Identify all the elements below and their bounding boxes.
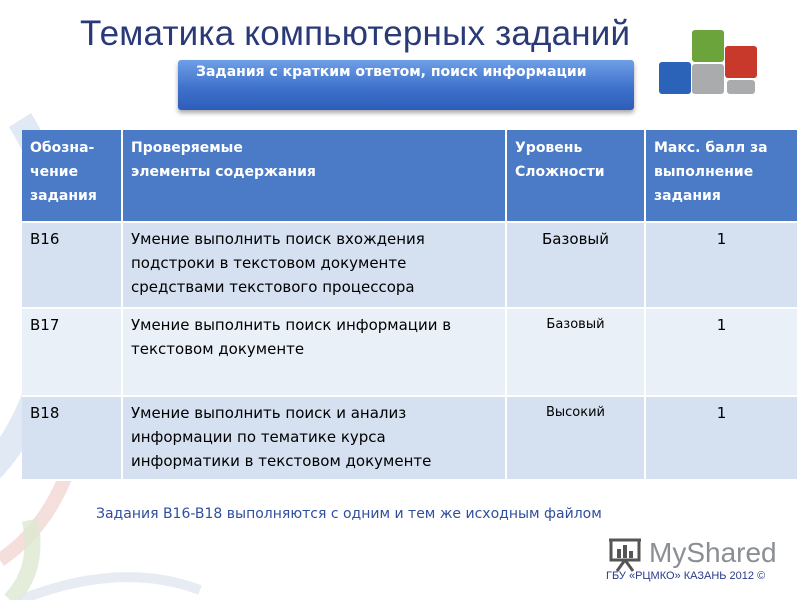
logo-blue-square	[659, 62, 691, 94]
banner-text: Задания с кратким ответом, поиск информации	[196, 64, 587, 80]
header-content: Проверяемые элементы содержания	[122, 130, 506, 222]
header-code: Обозна- чение задания	[22, 130, 122, 222]
task-content: Умение выполнить поиск и анализ информации по тематике курса информатики в текстовом документе	[122, 396, 506, 480]
task-code: B16	[22, 222, 122, 308]
task-score: 1	[645, 308, 797, 396]
task-code: B17	[22, 308, 122, 396]
task-code: B18	[22, 396, 122, 480]
table-row	[22, 222, 797, 308]
subtitle-banner	[178, 60, 634, 110]
task-score: 1	[645, 222, 797, 308]
logo-gray-square	[692, 64, 724, 94]
footnote: Задания B16-B18 выполняются с одним и тем же исходным файлом	[96, 506, 602, 522]
table-row	[22, 308, 797, 396]
footer-copyright: ГБУ «РЦМКО» КАЗАНЬ 2012 ©	[606, 570, 766, 582]
logo-green-square	[692, 30, 724, 62]
header-score: Макс. балл за выполнение задания	[645, 130, 797, 222]
header-level: Уровень Сложности	[506, 130, 645, 222]
logo-red-square	[725, 46, 757, 78]
brand-prefix: My	[649, 537, 687, 568]
brand-suffix: Shared	[686, 537, 777, 568]
logo-gray-small-square	[727, 80, 755, 94]
table-row	[22, 396, 797, 480]
page-title: Тематика компьютерных заданий	[80, 14, 631, 53]
task-level: Высокий	[506, 396, 645, 480]
task-level: Базовый	[506, 222, 645, 308]
tasks-table	[22, 130, 797, 481]
task-score: 1	[645, 396, 797, 480]
task-level: Базовый	[506, 308, 645, 396]
myshared-wordmark	[649, 537, 777, 569]
task-content: Умение выполнить поиск вхождения подстроки в текстовом документе средствами текстового процессора	[122, 222, 506, 308]
task-content: Умение выполнить поиск информации в текстовом документе	[122, 308, 506, 396]
myshared-watermark	[607, 535, 777, 575]
